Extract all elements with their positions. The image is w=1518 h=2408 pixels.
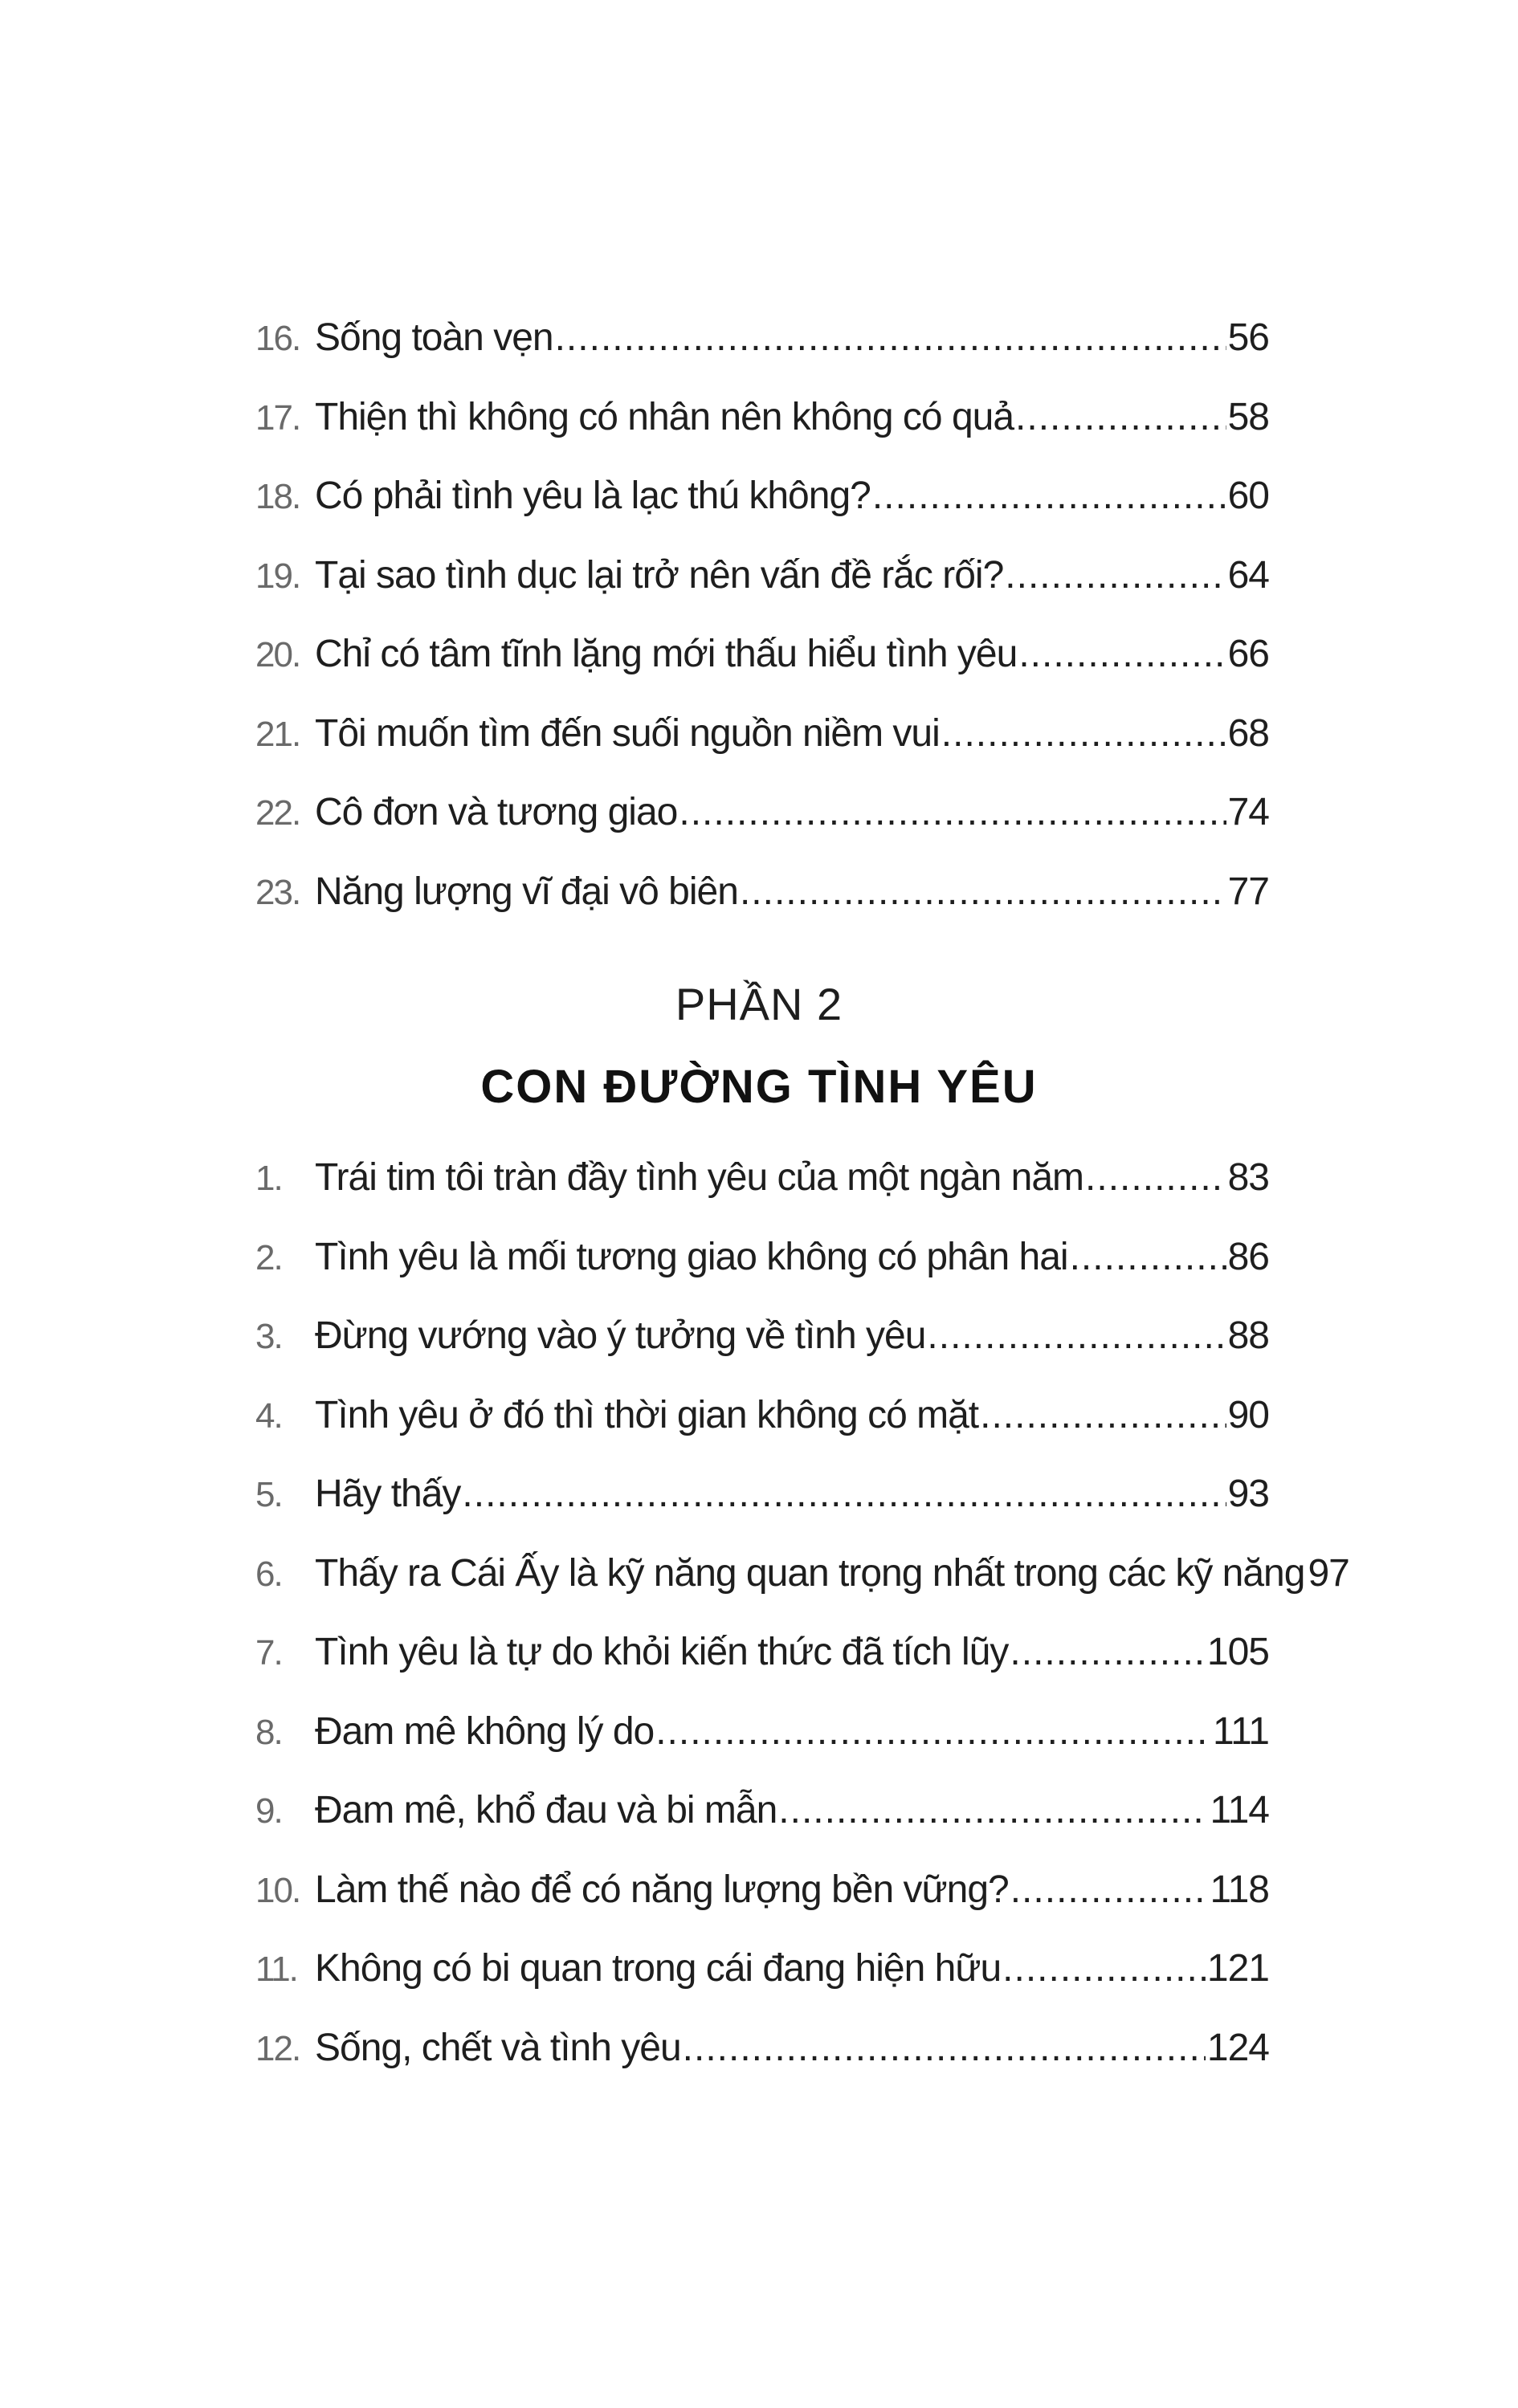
toc-entry-page: 56 — [1227, 316, 1269, 359]
toc-entry-number: 18. — [255, 477, 300, 516]
toc-entry-page: 86 — [1227, 1235, 1269, 1278]
toc-entry[interactable] — [255, 2009, 1269, 2088]
toc-entry[interactable] — [255, 1376, 1269, 1456]
toc-entry[interactable] — [255, 299, 1269, 378]
toc-entry-number: 19. — [255, 556, 300, 596]
toc-entry-page: 124 — [1206, 2026, 1269, 2069]
toc-entry[interactable] — [255, 615, 1269, 695]
toc-entry-title: Tình yêu là tự do khỏi kiến thức đã tích lũy — [315, 1631, 1009, 1673]
dot-leader — [555, 299, 1226, 378]
toc-list-part2 — [255, 1139, 1349, 2088]
toc-entry-number: 21. — [255, 714, 300, 754]
toc-entry[interactable] — [255, 1534, 1349, 1614]
toc-entry[interactable] — [255, 1771, 1269, 1851]
dot-leader — [1010, 1613, 1206, 1693]
toc-entry[interactable] — [255, 773, 1269, 853]
toc-entry-number: 3. — [255, 1317, 282, 1356]
toc-entry-number: 12. — [255, 2028, 300, 2068]
toc-entry-page: 90 — [1227, 1393, 1269, 1436]
toc-entry-title: Làm thế nào để có năng lượng bền vững? — [315, 1868, 1009, 1911]
dot-leader — [683, 2009, 1206, 2088]
toc-entry-page: 68 — [1227, 711, 1269, 755]
dot-leader — [1005, 536, 1226, 616]
toc-entry-title: Tình yêu là mối tương giao không có phân hai — [315, 1235, 1068, 1278]
toc-entry[interactable] — [255, 536, 1269, 616]
dot-leader — [941, 695, 1226, 774]
toc-entry[interactable] — [255, 853, 1269, 932]
toc-entry-page: 118 — [1210, 1868, 1269, 1911]
toc-entry[interactable] — [255, 1218, 1269, 1298]
toc-entry-page: 66 — [1227, 633, 1269, 675]
toc-entry[interactable] — [255, 1139, 1269, 1218]
dot-leader — [980, 1376, 1226, 1456]
toc-entry-page: 58 — [1227, 395, 1269, 438]
toc-entry-page: 121 — [1206, 1947, 1269, 1990]
toc-entry[interactable] — [255, 1297, 1269, 1376]
toc-entry-title: Sống, chết và tình yêu — [315, 2026, 681, 2069]
toc-entry-number: 2. — [255, 1237, 282, 1277]
toc-entry-number: 4. — [255, 1395, 282, 1436]
toc-entry-number: 6. — [255, 1554, 282, 1594]
toc-entry-page: 83 — [1227, 1156, 1269, 1199]
dot-leader — [740, 853, 1226, 932]
toc-entry-number: 7. — [255, 1633, 282, 1673]
toc-entry[interactable] — [255, 1455, 1269, 1534]
toc-entry-title: Trái tim tôi tràn đầy tình yêu của một ngàn năm — [315, 1156, 1084, 1199]
dot-leader — [655, 1693, 1211, 1772]
toc-entry-title: Tôi muốn tìm đến suối nguồn niềm vui — [315, 711, 940, 755]
toc-entry-number: 20. — [255, 635, 300, 674]
toc-entry-number: 9. — [255, 1791, 282, 1831]
toc-entry-title: Hãy thấy — [315, 1473, 461, 1515]
toc-entry-title: Đam mê, khổ đau và bi mẫn — [315, 1789, 777, 1831]
toc-entry-page: 97 — [1308, 1551, 1349, 1595]
dot-leader — [1070, 1218, 1226, 1298]
toc-entry-page: 64 — [1227, 553, 1269, 597]
dot-leader — [1010, 1851, 1209, 1930]
toc-entry[interactable] — [255, 457, 1269, 536]
part-title: CON ĐƯỜNG TÌNH YÊU — [480, 1061, 1038, 1113]
toc-entry-title: Thấy ra Cái Ấy là kỹ năng quan trọng nhất trong các kỹ năng — [315, 1551, 1305, 1595]
toc-entry-number: 16. — [255, 319, 300, 358]
dot-leader — [679, 773, 1226, 853]
toc-entry[interactable] — [255, 1851, 1269, 1930]
toc-entry-page: 111 — [1213, 1709, 1269, 1753]
toc-entry[interactable] — [255, 1613, 1269, 1693]
toc-entry-page: 77 — [1227, 870, 1269, 913]
toc-entry-title: Năng lượng vĩ đại vô biên — [315, 870, 738, 913]
toc-entry-page: 60 — [1227, 475, 1269, 517]
toc-entry-page: 93 — [1227, 1473, 1269, 1515]
toc-entry-number: 17. — [255, 397, 300, 438]
toc-entry-number: 5. — [255, 1475, 282, 1514]
toc-list-part1 — [255, 299, 1269, 931]
toc-entry-number: 11. — [255, 1950, 297, 1989]
dot-leader — [927, 1297, 1226, 1376]
toc-entry-page: 114 — [1210, 1789, 1269, 1831]
toc-entry-page: 88 — [1227, 1314, 1269, 1357]
dot-leader — [1018, 615, 1226, 695]
toc-entry-title: Không có bi quan trong cái đang hiện hữu — [315, 1947, 1002, 1990]
dot-leader — [1085, 1139, 1226, 1218]
toc-entry[interactable] — [255, 378, 1269, 458]
toc-entry-number: 22. — [255, 793, 300, 833]
toc-entry-title: Tại sao tình dục lại trở nên vấn đề rắc rối? — [315, 553, 1004, 597]
toc-entry-title: Có phải tình yêu là lạc thú không? — [315, 475, 871, 517]
toc-entry-title: Cô đơn và tương giao — [315, 791, 678, 833]
toc-entry-title: Chỉ có tâm tĩnh lặng mới thấu hiểu tình yêu — [315, 633, 1018, 675]
dot-leader — [462, 1455, 1226, 1534]
toc-entry[interactable] — [255, 1693, 1269, 1772]
toc-entry-title: Đừng vướng vào ý tưởng về tình yêu — [315, 1314, 926, 1357]
toc-entry-title: Sống toàn vẹn — [315, 316, 553, 359]
toc-entry-title: Đam mê không lý do — [315, 1709, 655, 1753]
toc-entry-number: 23. — [255, 872, 300, 912]
toc-entry[interactable] — [255, 1929, 1269, 2009]
toc-entry-number: 1. — [255, 1159, 282, 1198]
toc-entry-number: 8. — [255, 1712, 282, 1752]
dot-leader — [1015, 378, 1226, 458]
toc-entry-title: Tình yêu ở đó thì thời gian không có mặt — [315, 1393, 979, 1436]
part-label: PHẦN 2 — [675, 979, 843, 1029]
toc-entry-page: 74 — [1227, 791, 1269, 833]
dot-leader — [1002, 1929, 1206, 2009]
dot-leader — [872, 457, 1226, 536]
toc-entry-title: Thiện thì không có nhân nên không có quả — [315, 395, 1014, 438]
toc-entry-page: 105 — [1206, 1631, 1269, 1673]
toc-entry-number: 10. — [255, 1870, 300, 1910]
dot-leader — [778, 1771, 1208, 1851]
toc-entry[interactable] — [255, 695, 1269, 774]
